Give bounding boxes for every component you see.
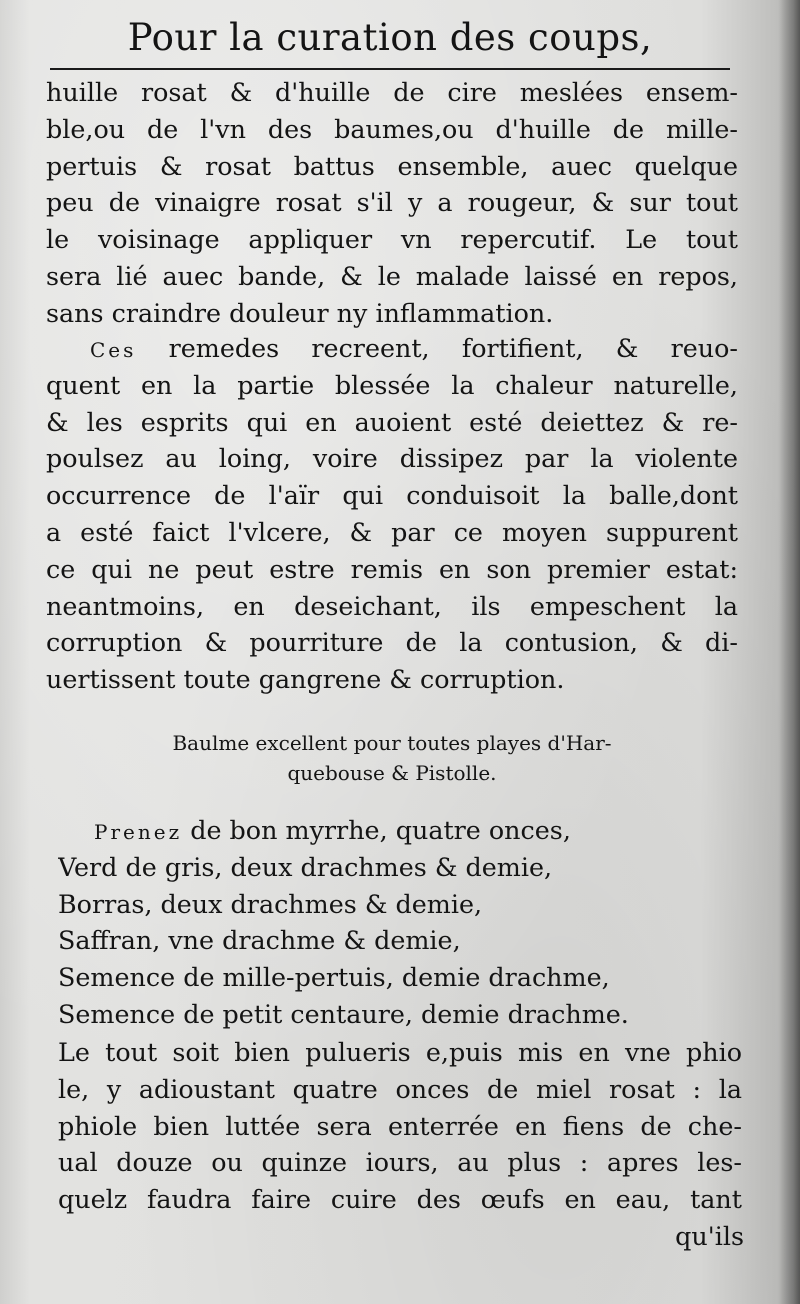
recipe-title-line: Baulme excellent pour toutes playes d'Har- <box>172 731 612 755</box>
initial-word: Ces <box>90 338 137 362</box>
text-line: neantmoins, en deseichant, ils empeschent la <box>46 590 738 621</box>
text-line: uertissent toute gangrene & corruption. <box>46 664 565 695</box>
text-line: ual douze ou quinze iours, au plus : apres les- <box>58 1147 742 1178</box>
first-line-rest: remedes recreent, fortifient, & reuo- <box>168 333 738 363</box>
ingredient-line: Verd de gris, deux drachmes & demie, <box>58 851 553 882</box>
ingredient-line: Semence de petit centaure, demie drachme. <box>58 998 629 1029</box>
paragraph-1 <box>46 74 738 332</box>
header-rule <box>50 68 730 70</box>
text-line: occurrence de l'aïr qui conduisoit la balle,dont <box>46 480 738 511</box>
text-line: & les esprits qui en auoient esté deiettez & re- <box>46 406 738 437</box>
text-line: huille rosat & d'huille de cire meslées ensem- <box>46 77 738 107</box>
text-line: quelz faudra faire cuire des œufs en eau, tant <box>58 1184 742 1215</box>
text-line: quent en la partie blessée la chaleur naturelle, <box>46 369 738 400</box>
recipe-directions <box>58 1034 742 1218</box>
recipe-ingredients <box>58 812 738 1033</box>
first-line-rest: de bon myrrhe, quatre onces, <box>190 815 571 845</box>
text-line: pertuis & rosat battus ensemble, auec quelque <box>46 150 738 181</box>
catchword: qu'ils <box>675 1221 744 1251</box>
ingredient-line: Saffran, vne drachme & demie, <box>58 925 461 956</box>
text-line: ce qui ne peut estre remis en son premier estat: <box>46 553 738 584</box>
text-line: sera lié auec bande, & le malade laissé en repos, <box>46 260 738 291</box>
ingredient-line: Borras, deux drachmes & demie, <box>58 888 483 919</box>
initial-word: Prenez <box>94 820 183 844</box>
text-line: le, y adioustant quatre onces de miel rosat : la <box>58 1073 742 1104</box>
paragraph-2 <box>46 330 738 698</box>
running-header: Pour la curation des coups, <box>127 16 653 59</box>
text-line-first <box>46 330 738 367</box>
ingredient-line: Semence de mille-pertuis, demie drachme, <box>58 962 610 993</box>
text-line: sans craindre douleur ny inflammation. <box>46 297 554 328</box>
text-line: le voisinage appliquer vn repercutif. Le tout <box>46 224 738 255</box>
text-line-first <box>58 812 738 849</box>
recipe-title-line: quebouse & Pistolle. <box>287 761 497 785</box>
text-line: peu de vinaigre rosat s'il y a rougeur, & sur tout <box>46 187 738 218</box>
page-edge-shadow <box>778 0 800 1304</box>
text-line: corruption & pourriture de la contusion, & di- <box>46 627 738 658</box>
text-line: ble,ou de l'vn des baumes,ou d'huille de mille- <box>46 113 738 144</box>
text-line: phiole bien luttée sera enterrée en fiens de che- <box>58 1110 742 1141</box>
text-line: a esté faict l'vlcere, & par ce moyen suppurent <box>46 516 738 547</box>
text-line: poulsez au loing, voire dissipez par la violente <box>46 443 738 474</box>
recipe-title <box>46 728 738 788</box>
text-line: Le tout soit bien pulueris e,puis mis en vne phio <box>58 1037 742 1067</box>
